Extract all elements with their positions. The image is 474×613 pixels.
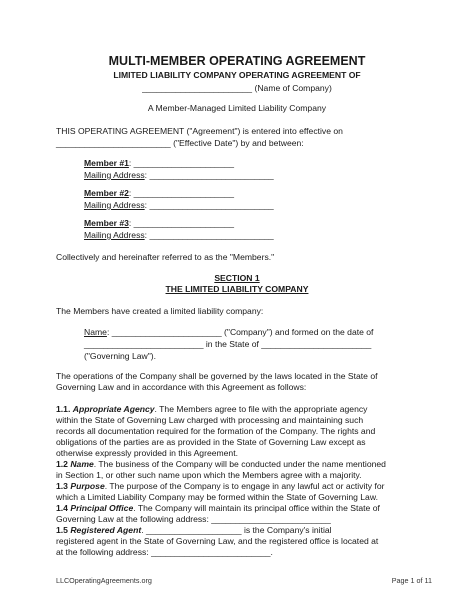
member-1-row [84,158,234,169]
operations-line-2: Governing Law and in accordance with this Agreement as follows: [56,382,307,392]
clause-1-1-line-4: obligations of the parties are as provided in the State of Governing Law except as [56,437,366,447]
clause-1-2 [56,459,386,470]
governing-law-row: ("Governing Law"). [84,351,157,361]
member-managed-line: A Member-Managed Limited Liability Company [147,103,327,113]
company-created-line: The Members have created a limited liability company: [56,306,264,316]
clause-1-2-number: 1.2 [56,459,68,469]
intro-line-2: ________________________ ("Effective Date") by and between: [56,138,304,148]
footer-site: LLCOperatingAgreements.org [56,576,152,585]
member-2-name-blank: : _____________________ [128,188,235,198]
intro-line-1: THIS OPERATING AGREEMENT ("Agreement") is entered into effective on [56,126,343,136]
clause-1-3-number: 1.3 [56,481,68,491]
clause-1-3-title: Purpose [70,481,105,491]
member-2-address-label: Mailing Address [84,200,145,210]
company-name-row [84,327,373,338]
member-3-address-blank: : __________________________ [144,230,274,240]
clause-1-2-text: . The business of the Company will be conducted under the name mentioned [93,459,386,469]
clause-1-5-title: Registered Agent [70,525,142,535]
clause-1-5-number: 1.5 [56,525,68,535]
collectively-line: Collectively and hereinafter referred to as the "Members." [56,252,275,262]
formation-state-row: _________________________ in the State of _______________________ [84,339,372,349]
clause-1-1-number: 1.1. [56,404,71,414]
member-1-address-row [84,170,274,181]
clause-1-3-text: . The purpose of the Company is to engage in any lawful act or activity for [104,481,385,491]
clause-1-1-line-2: within the State of Governing Law charged with processing and maintaining such [56,415,364,425]
member-3-row [84,218,234,229]
member-2-label: Member #2 [84,188,129,198]
clause-1-2-title: Name [70,459,94,469]
member-3-address-row [84,230,274,241]
member-1-name-blank: : _____________________ [128,158,235,168]
member-3-name-blank: : _____________________ [128,218,235,228]
clause-1-1-title: Appropriate Agency [72,404,155,414]
company-name-label: Name [84,327,107,337]
clause-1-3-line-2: which a Limited Liability Company may be formed within the State of Governing Law. [56,492,378,502]
clause-1-4 [56,503,380,514]
section-1-heading: SECTION 1 [214,273,260,283]
member-1-label: Member #1 [84,158,129,168]
clause-1-4-text: . The Company will maintain its principal office within the State of [133,503,380,513]
member-1-address-label: Mailing Address [84,170,145,180]
clause-1-5-line-2: registered agent in the State of Governing Law, and the registered office is located at [56,536,379,546]
member-2-row [84,188,234,199]
clause-1-4-number: 1.4 [56,503,68,513]
clause-1-1-text: . The Members agree to file with the appropriate agency [154,404,368,414]
document-title: MULTI-MEMBER OPERATING AGREEMENT [108,54,366,68]
clause-1-5-text: . ____________________ is the Company's initial [141,525,332,535]
clause-1-1-line-3: records all documentation required for the formation of the Company. The rights and [56,426,376,436]
clause-1-5 [56,525,332,536]
clause-1-3 [56,481,385,492]
company-name-line: _______________________ (Name of Company) [142,83,332,93]
clause-1-2-line-2: in Section 1, or other such name upon which the Members agree with a majority. [56,470,362,480]
footer-page-number: Page 1 of 11 [391,576,432,585]
member-3-label: Member #3 [84,218,129,228]
member-3-address-label: Mailing Address [84,230,145,240]
clause-1-1-line-5: otherwise expressly provided in this Agreement. [56,448,238,458]
member-1-address-blank: : __________________________ [144,170,274,180]
operations-line-1: The operations of the Company shall be governed by the laws located in the State of [56,371,378,381]
member-2-address-blank: : __________________________ [144,200,274,210]
clause-1-5-line-3: at the following address: _________________________. [56,547,273,557]
company-name-blank: : _______________________ ("Company") and formed on the date of [106,327,374,337]
clause-1-1 [56,404,367,415]
clause-1-4-title: Principal Office [70,503,134,513]
document-subtitle: LIMITED LIABILITY COMPANY OPERATING AGREEMENT OF [113,70,361,80]
clause-1-4-line-2: Governing Law at the following address: _________________________ [56,514,331,524]
member-2-address-row [84,200,274,211]
section-1-subheading: THE LIMITED LIABILITY COMPANY [165,284,309,294]
